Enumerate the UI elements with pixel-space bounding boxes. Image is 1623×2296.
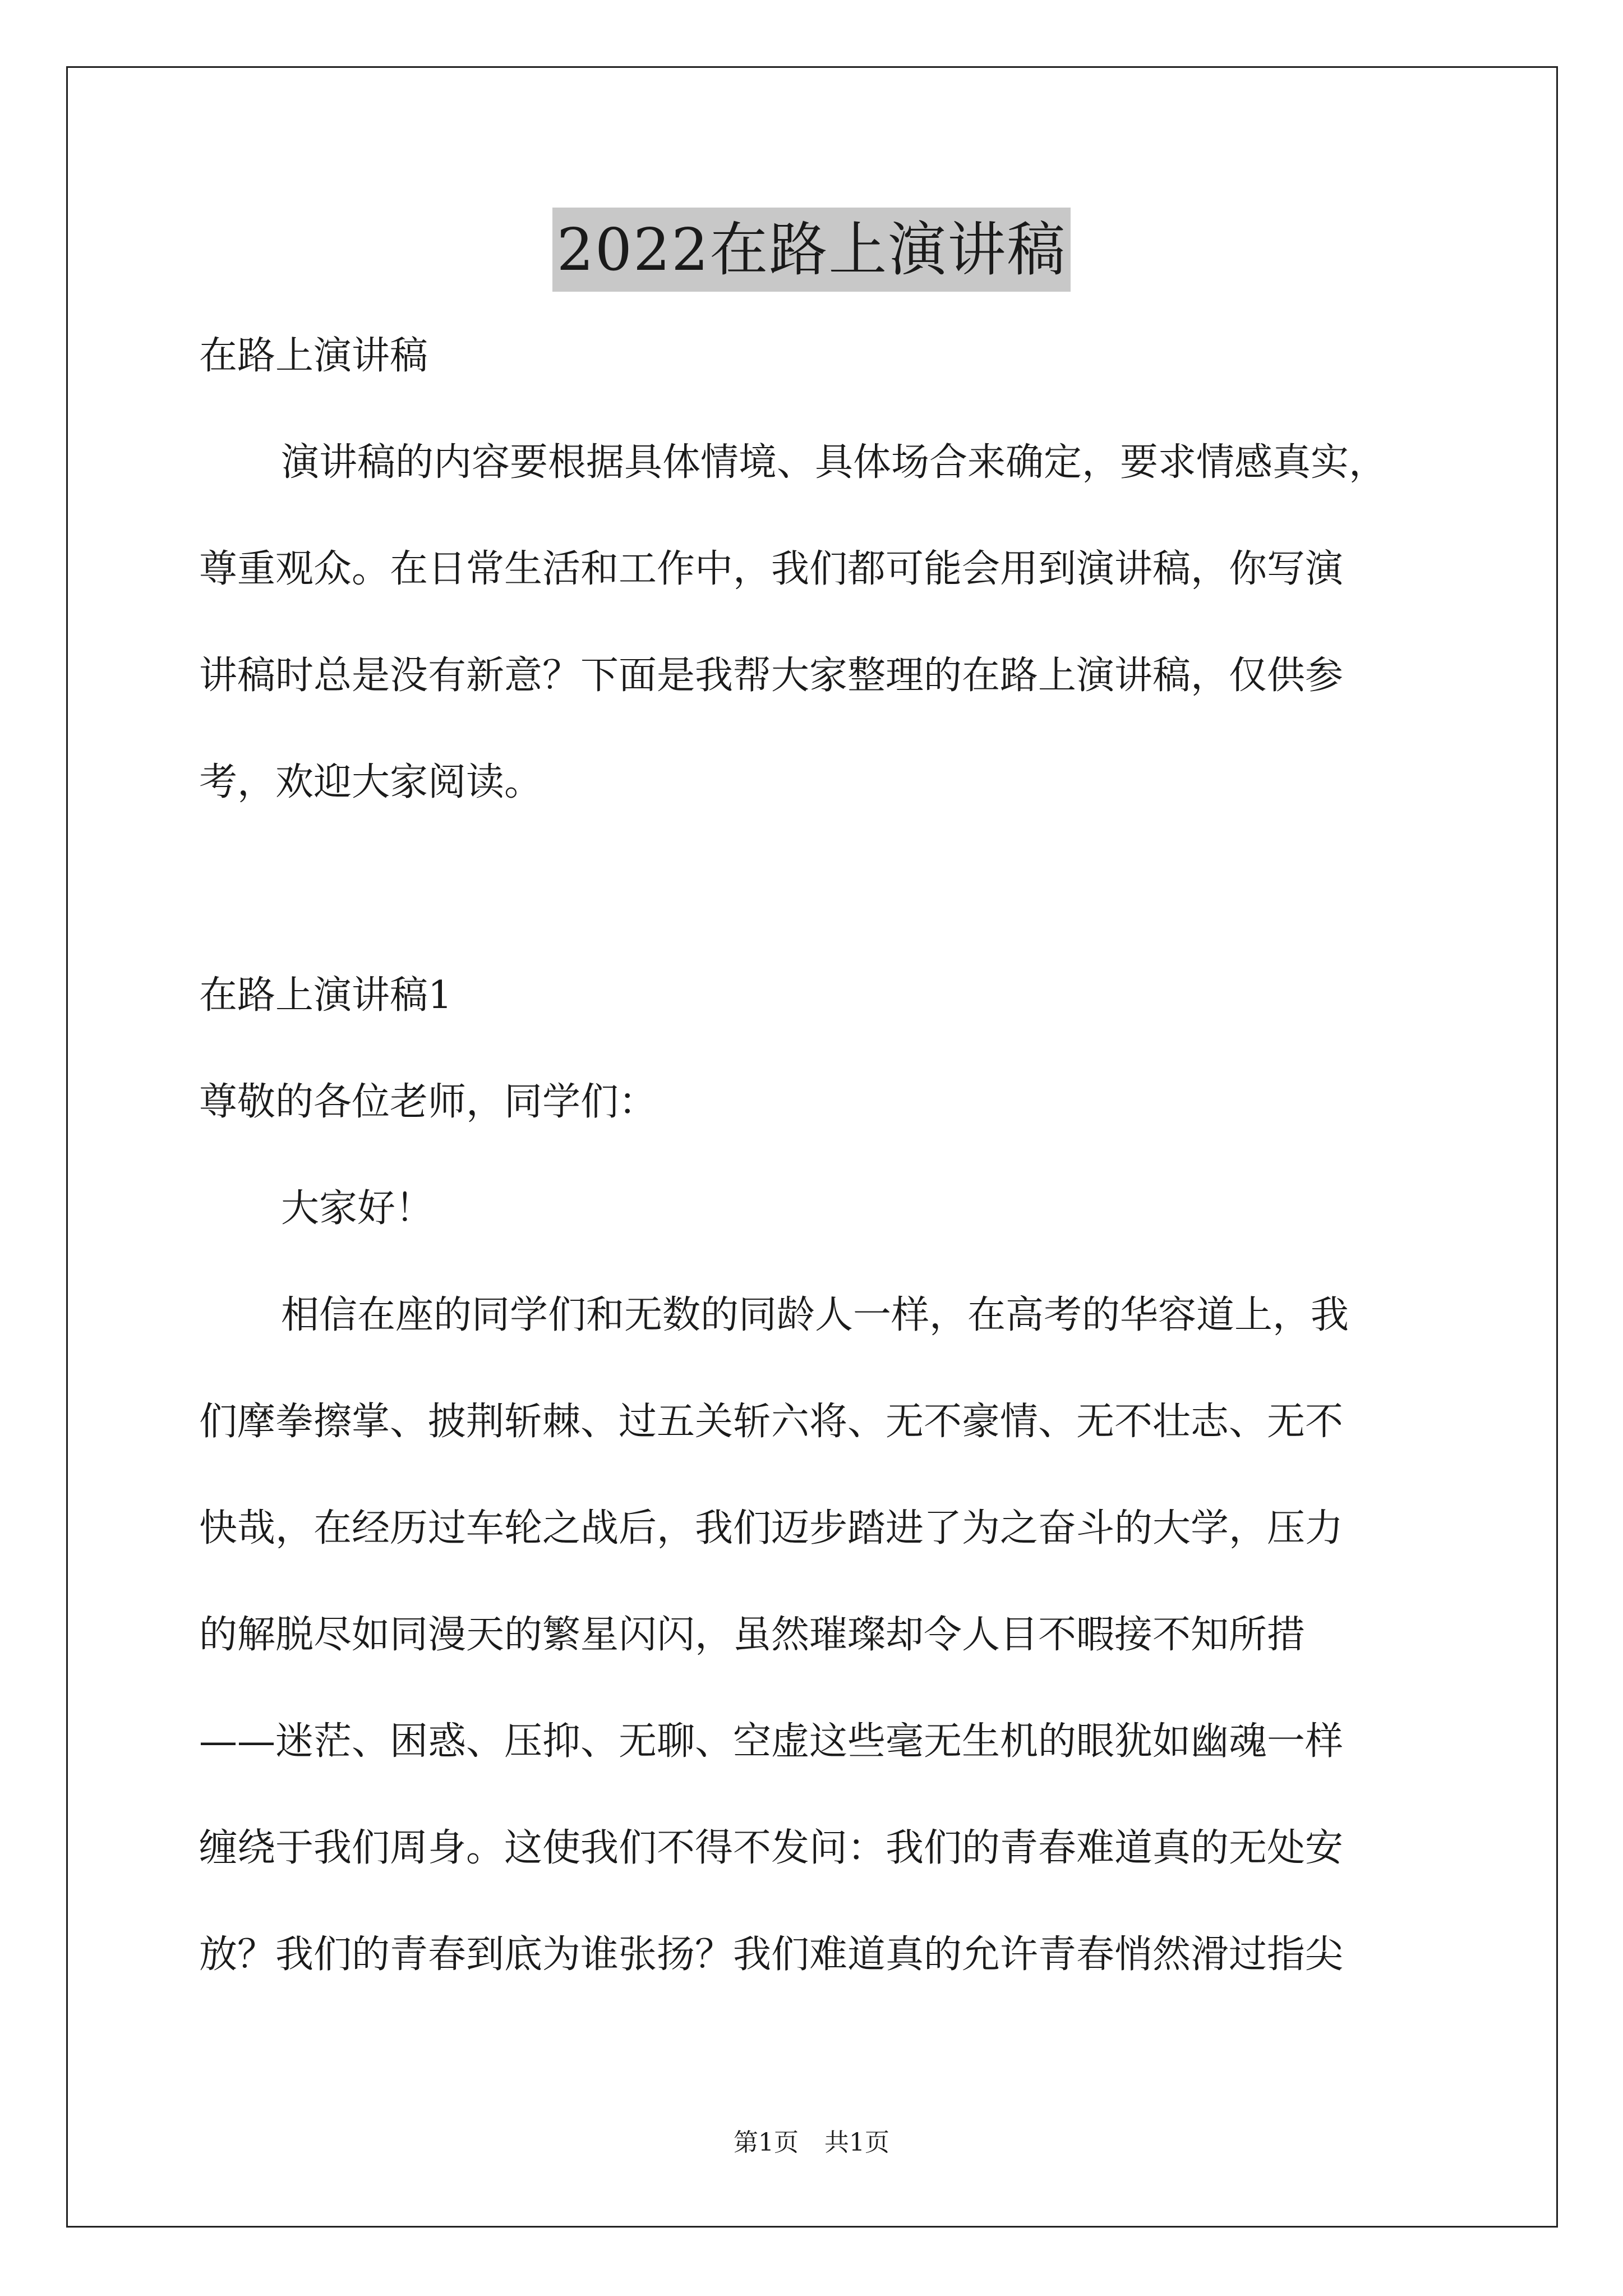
subtitle: 在路上演讲稿: [199, 334, 428, 378]
body-line: 相信在座的同学们和无数的同龄人一样，在高考的华容道上，我: [281, 1293, 1349, 1337]
intro-line: 尊重观众。在日常生活和工作中，我们都可能会用到演讲稿，你写演: [199, 547, 1344, 591]
body-line: 们摩拳擦掌、披荆斩棘、过五关斩六将、无不豪情、无不壮志、无不: [199, 1400, 1344, 1444]
body-line: 快哉，在经历过车轮之战后，我们迈步踏进了为之奋斗的大学，压力: [199, 1506, 1344, 1550]
page-number-total: 共1页: [824, 2128, 889, 2157]
intro-line: 考，欢迎大家阅读。: [199, 760, 543, 804]
body-line: 缠绕于我们周身。这使我们不得不发问：我们的青春难道真的无处安: [199, 1826, 1344, 1870]
greeting: 大家好！: [281, 1186, 434, 1231]
salutation: 尊敬的各位老师，同学们：: [199, 1080, 657, 1124]
document-title: 2022在路上演讲稿: [552, 208, 1071, 292]
title-container: [0, 208, 1623, 292]
paragraph-gap: [199, 836, 1433, 942]
body-line: 的解脱尽如同漫天的繁星闪闪，虽然璀璨却令人目不暇接不知所措: [199, 1613, 1306, 1657]
intro-line: 演讲稿的内容要根据具体情境、具体场合来确定，要求情感真实，: [281, 440, 1387, 485]
page-number-current: 第1页: [734, 2128, 799, 2157]
document-body: [199, 303, 1433, 2008]
body-line: 放？我们的青春到底为谁张扬？我们难道真的允许青春悄然滑过指尖: [199, 1932, 1344, 1977]
intro-line: 讲稿时总是没有新意？下面是我帮大家整理的在路上演讲稿，仅供参: [199, 654, 1344, 698]
body-line: ——迷茫、困惑、压抑、无聊、空虚这些毫无生机的眼犹如幽魂一样: [199, 1719, 1344, 1764]
page-footer: [0, 2126, 1623, 2160]
section-heading: 在路上演讲稿1: [199, 973, 453, 1018]
